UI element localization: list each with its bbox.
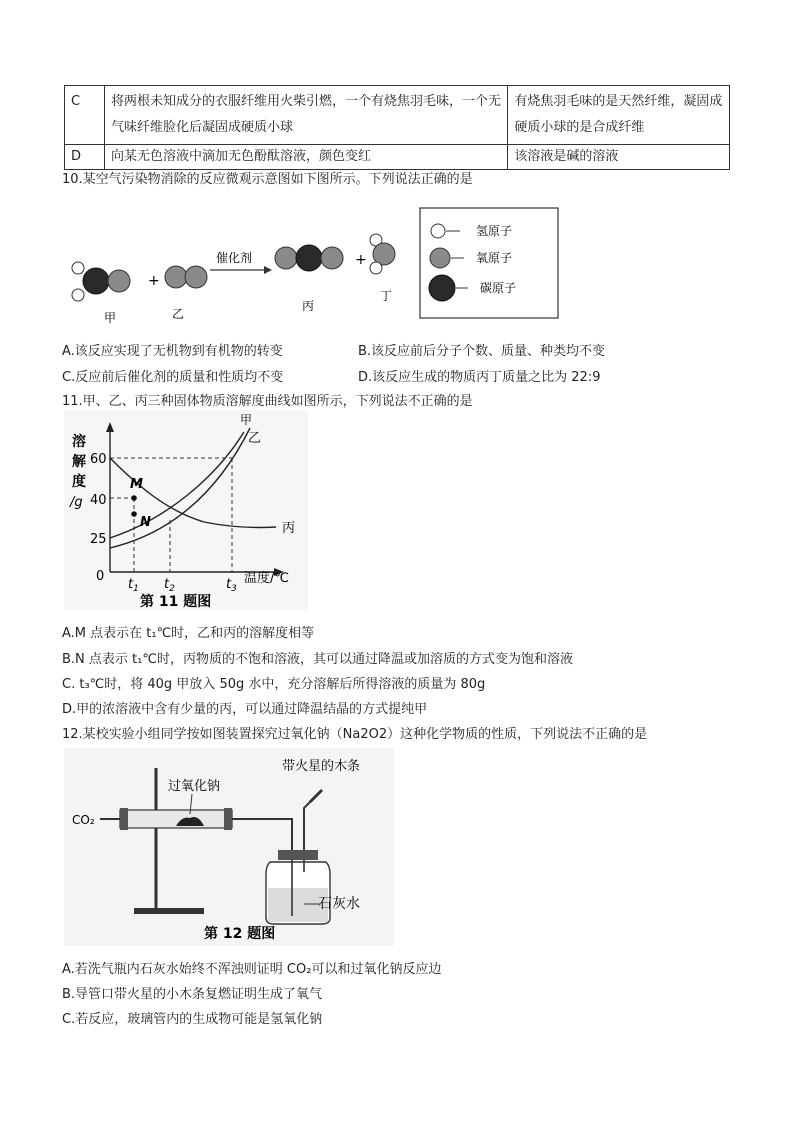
xtick-label: $t_2$ (164, 577, 175, 594)
label-yi: 乙 (172, 307, 185, 321)
experiment-table (64, 85, 730, 170)
figure-caption: 第 11 题图 (140, 594, 212, 610)
q11-option-d: D.甲的浓溶液中含有少量的丙，可以通过降温结晶的方式提纯甲 (62, 702, 428, 717)
q10-stem: 10.某空气污染物消除的反应微观示意图如下图所示。下列说法正确的是 (62, 172, 473, 187)
row-conclusion: 有烧焦羽毛味的是天然纤维，凝固成硬质小球的是合成纤维 (508, 86, 730, 145)
glass-tube (120, 810, 232, 828)
q10-reaction-figure (64, 200, 564, 330)
molecule-jia (72, 262, 130, 301)
xaxis-label: 温度/℃ (244, 571, 289, 586)
row-label: C (65, 86, 105, 145)
q10-option-a: A.该反应实现了无机物到有机物的转变 (62, 344, 283, 359)
q11-solubility-chart (64, 410, 308, 610)
plus-sign: + (148, 273, 160, 289)
table-row (65, 145, 730, 170)
row-label: D (65, 145, 105, 170)
q12-option-c: C.若反应，玻璃管内的生成物可能是氢氧化钠 (62, 1012, 323, 1027)
q12-option-b: B.导管口带火星的小木条复燃证明生成了氧气 (62, 987, 323, 1002)
row-operation: 将两根未知成分的衣服纤维用火柴引燃，一个有烧焦羽毛味，一个无气味纤维脸化后凝固成硬质小球 (104, 86, 507, 145)
q12-stem: 12.某校实验小组同学按如图装置探究过氧化钠（Na2O2）这种化学物质的性质，下列说法不正确的是 (62, 727, 648, 742)
xtick-label: $t_3$ (226, 577, 237, 594)
catalyst-label: 催化剂 (216, 251, 253, 265)
series-label-yi: 乙 (248, 431, 262, 446)
origin-label: 0 (96, 569, 105, 584)
point-n-label: N (140, 515, 151, 530)
ylabel-char: 溶 (72, 434, 86, 450)
molecule-ding (370, 234, 395, 274)
ylabel-char: 解 (72, 454, 86, 470)
label-jia: 甲 (104, 311, 117, 325)
molecule-yi (165, 266, 207, 288)
svg-text:碳原子: 碳原子 (480, 281, 517, 295)
label-bing: 丙 (302, 299, 315, 313)
legend-carbon (429, 275, 516, 301)
row-operation: 向某无色溶液中滴加无色酚酞溶液，颜色变红 (104, 145, 507, 170)
q10-option-d: D.该反应生成的物质丙丁质量之比为 22:9 (358, 370, 601, 385)
q11-stem: 11.甲、乙、丙三种固体物质溶解度曲线如图所示，下列说法不正确的是 (62, 394, 473, 409)
legend-hydrogen (431, 224, 512, 238)
figure-caption: 第 12 题图 (204, 926, 276, 942)
ytick-label: 40 (90, 493, 107, 508)
q10-option-b: B.该反应前后分子个数、质量、种类均不变 (358, 344, 606, 359)
limewater-label: 石灰水 (318, 896, 360, 912)
plus-sign: + (355, 252, 367, 268)
point-m (131, 495, 137, 501)
series-label-jia: 甲 (240, 413, 253, 427)
q10-option-c: C.反应前后催化剂的质量和性质均不变 (62, 370, 284, 385)
peroxide-label: 过氧化钠 (168, 779, 221, 794)
legend-oxygen (430, 248, 512, 268)
label-ding: 丁 (380, 289, 393, 303)
row-conclusion: 该溶液是碱的溶液 (508, 145, 730, 170)
point-n (131, 511, 137, 517)
co2-label: CO₂ (72, 813, 95, 827)
ylabel-char: /g (70, 495, 83, 510)
q12-option-a: A.若洗气瓶内石灰水始终不浑浊则证明 CO₂可以和过氧化钠反应边 (62, 962, 442, 977)
stand-base (134, 908, 204, 914)
splint-label: 带火星的木条 (282, 759, 361, 774)
xtick-label: $t_1$ (128, 577, 139, 594)
series-label-bing: 丙 (282, 521, 296, 536)
ytick-label: 25 (90, 532, 107, 547)
svg-text:氧原子: 氧原子 (476, 251, 513, 265)
molecule-bing (275, 245, 343, 271)
svg-text:氢原子: 氢原子 (476, 224, 513, 238)
ytick-label: 60 (90, 452, 107, 467)
q11-option-c: C. t₃℃时，将 40g 甲放入 50g 水中，充分溶解后所得溶液的质量为 80g (62, 677, 486, 692)
point-m-label: M (130, 477, 143, 492)
q11-option-a: A.M 点表示在 t₁℃时，乙和丙的溶解度相等 (62, 626, 315, 641)
q11-option-b: B.N 点表示 t₁℃时，丙物质的不饱和溶液，其可以通过降温或加溶质的方式变为饱和溶液 (62, 652, 573, 667)
table-row (65, 86, 730, 145)
q12-apparatus-figure (64, 748, 394, 946)
ylabel-char: 度 (72, 474, 86, 490)
